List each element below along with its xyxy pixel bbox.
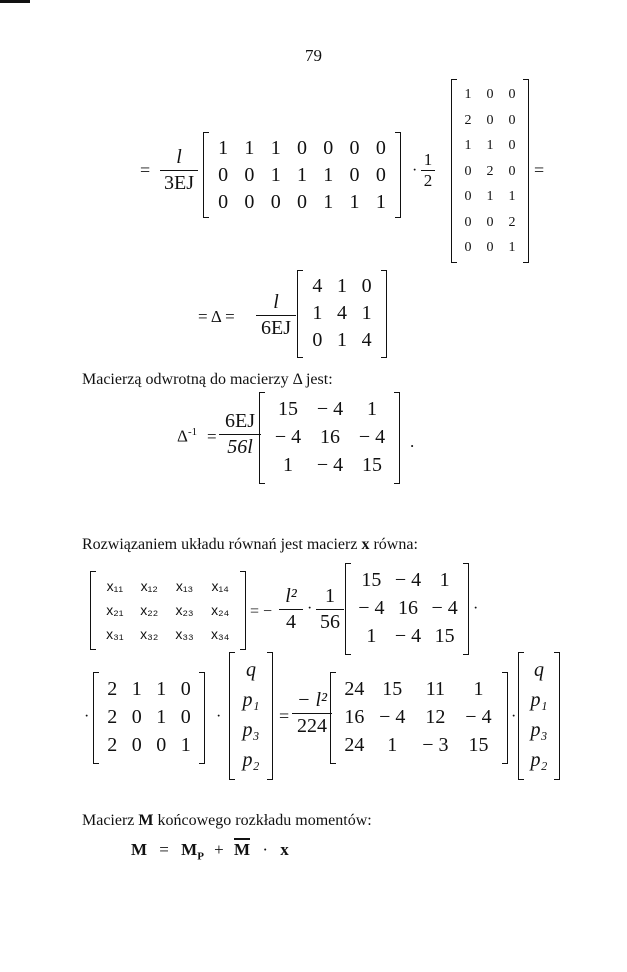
eq5-matrix-row [100,675,198,703]
eq1-matrix-b-row [457,184,523,210]
eq3-matrix-cell: − 4 [358,426,386,448]
bracket-left [518,652,524,780]
x-matrix-cell: x₃₁ [106,626,124,642]
eq5-matrix-cell: 1 [156,678,167,700]
eq3-matrix-cell: 1 [367,398,377,420]
eq5-matrix-cell: 0 [180,706,191,728]
eq5-vector-1-row [237,655,265,685]
eq1-matrix-a-cell: 0 [218,191,229,213]
eq5-vector-2-cell: p₃ [530,719,548,741]
eq1-matrix-a-cell: 0 [349,164,360,186]
eq3-matrix [259,392,400,484]
eq5-vector-1-row [237,745,265,775]
eq6-dot: · [262,840,268,859]
eq5-matrix-2-cell: 16 [344,706,365,728]
eq5-matrix-2-cell: 12 [425,706,446,728]
text-inverse-intro: Macierzą odwrotną do macierzy Δ jest: [82,371,333,388]
eq2-matrix-cell: 4 [361,329,372,351]
eq4-matrix-table [353,566,463,650]
eq3-matrix-row [267,423,393,451]
eq6-MP [181,840,204,863]
eq3-matrix-cell: 15 [362,454,382,476]
half-den: 2 [423,171,433,190]
x-matrix-body [98,574,238,646]
eq3-matrix-cell: − 4 [316,398,344,420]
eq4-dot: · [307,600,313,617]
eq1-matrix-b-cell: 1 [486,189,494,204]
eq1-matrix-a-cell: 1 [323,191,334,213]
eq3-matrix-cell: − 4 [274,426,302,448]
eq1-matrix-b-cell: 2 [486,163,494,179]
eq4-frac2-num: 1 [325,585,335,607]
eq1-matrix-b-cell: 0 [464,240,472,255]
eq1-matrix-b-row [457,210,523,236]
eq1-matrix-a-cell: 0 [244,191,255,213]
eq3-period: . [410,432,415,451]
eq5-matrix-row [100,703,198,731]
eq5-matrix-2-cell: − 3 [422,734,449,756]
eq5-vector-2-cell: p₂ [530,749,548,771]
bracket-left [93,672,99,764]
eq5-matrix-table [100,675,198,759]
eq2-matrix-cell: 1 [312,302,323,324]
eq1-matrix-b-table [457,82,523,261]
eq3-matrix-cell: 1 [283,454,293,476]
eq5-matrix-cell: 1 [180,734,191,756]
eq1-matrix-a-cell: 0 [375,164,386,186]
eq1-matrix-a-row [210,189,394,216]
text-part: końcowego rozkładu momentów: [153,812,372,829]
eq4-frac1-bar [279,609,303,610]
eq5-matrix [93,672,205,764]
eq1-matrix-b-cell: 1 [464,87,472,102]
eq4-frac1-num: l² [285,585,297,607]
eq3-matrix-cell: − 4 [316,454,344,476]
eq1-frac-num: l [176,146,182,168]
bracket-left [203,132,209,218]
eq5-matrix-cell: 0 [156,734,167,756]
bracket-right [523,79,529,263]
eq4-matrix-row [353,566,463,594]
eq5-vector-1-row [237,715,265,745]
bracket-left [345,563,351,655]
eq1-matrix-b-row [457,235,523,261]
eq1-frac-bar [160,170,198,171]
eq1-matrix-a-cell: 1 [218,137,229,159]
eq3-matrix-cell: 15 [278,398,298,420]
eq6-MP-sub: P [197,850,204,863]
eq5-vector-2-row [525,685,553,715]
eq1-matrix-b-cell: 1 [464,138,472,153]
eq6-x: x [280,840,289,859]
eq1-matrix-a-cell: 0 [296,191,307,213]
eq5-matrix-2-cell: 11 [425,678,445,700]
x-matrix-row [98,598,238,622]
eq1-matrix-b-body [457,82,523,261]
eq2-matrix-cell: 1 [336,329,347,351]
eq2-matrix-cell: 0 [312,329,323,351]
eq1-matrix-b-cell: 0 [508,112,516,128]
bracket-right [502,672,508,764]
eq1-frac-den: 3EJ [164,172,194,194]
eq5-vector-1-cell: p₁ [242,689,260,711]
eq5-vector-2 [518,652,560,780]
eq4-matrix-cell: 16 [397,597,418,619]
eq5-vector-1-cell: q [246,659,256,681]
eq5-matrix-2-cell: − 4 [379,706,406,728]
eq1-matrix-b-row [457,82,523,108]
x-matrix-row [98,622,238,646]
eq4-matrix-cell: − 4 [394,625,422,647]
eq6-M-bar: M [234,840,251,859]
eq1-matrix-a-cell: 0 [244,164,255,186]
eq2-lhs: = Δ = [198,307,235,326]
eq5-vector-2-row [525,715,553,745]
eq4-matrix-cell: − 4 [358,597,385,619]
eq5-vector-2-table [525,655,553,775]
eq3-matrix-table [267,395,393,479]
bracket-left [330,672,336,764]
eq5-matrix-2-row [338,675,500,703]
eq1-matrix-a-cell: 0 [296,137,307,159]
eq5-frac-den: 224 [297,715,327,737]
eq4-matrix-cell: 15 [434,625,455,647]
top-left-corner-mark [0,0,30,3]
eq1-matrix-b-cell: 0 [486,87,494,102]
eq3-inverse-exponent: -1 [187,426,198,438]
eq5-matrix-2-cell: 24 [344,678,365,700]
eq1-matrix-b-row [457,108,523,134]
eq4-fraction-1-56 [316,585,344,634]
bracket-right [381,270,387,358]
eq5-matrix-2-row [338,703,500,731]
bracket-right [394,392,400,484]
eq5-matrix-cell: 2 [107,734,118,756]
x-matrix-cell: x₁₃ [175,578,194,594]
eq4-matrix-cell: 1 [439,569,450,591]
eq1-matrix-a-cell: 0 [270,191,281,213]
x-matrix-cell: x₁₂ [140,578,158,594]
eq6-MP-main: M [181,840,198,859]
eq1-matrix-a-cell: 1 [349,191,360,213]
eq1-matrix-b-cell: 1 [508,189,516,204]
eq3-fraction [219,410,261,459]
eq1-matrix-b-cell: 0 [508,163,516,179]
x-matrix-row [98,574,238,598]
bracket-right [463,563,469,655]
eq1-equals: = [534,160,545,180]
eq4-matrix-cell: − 4 [431,597,458,619]
eq4-trailing-dot: · [473,600,479,617]
eq5-matrix-2-table [338,675,500,759]
eq1-matrix-a-cell: 1 [244,137,255,159]
eq4-frac2-bar [316,609,344,610]
eq5-vector-2-cell: q [534,659,544,681]
eq6-plus: + [214,840,224,859]
eq2-matrix-cell: 4 [312,275,323,297]
eq1-matrix-a-table [210,135,394,216]
eq5-matrix-cell: 0 [131,706,142,728]
eq1-dot: · [412,162,418,179]
eq5-matrix-2-row [338,731,500,759]
eq1-leading-equals: = [140,160,151,180]
eq1-matrix-a-cell: 0 [218,164,229,186]
eq2-matrix-body [305,273,379,354]
x-matrix-cell: x₂₄ [211,602,230,618]
bracket-right [554,652,560,780]
eq5-vector-2-body [525,655,553,775]
eq1-fraction [160,146,198,195]
eq3-frac-den: 56l [227,436,253,458]
eq5-matrix-cell: 2 [107,706,118,728]
eq6-equals: = [159,840,169,859]
eq5-matrix-cell: 0 [180,678,191,700]
eq1-matrix-a-body [210,135,394,216]
eq1-matrix-b-cell: 1 [508,240,516,255]
x-matrix-table [98,574,238,646]
eq5-vector-1-row [237,685,265,715]
eq4-matrix [345,563,469,655]
bracket-left [229,652,235,780]
eq5-matrix-row [100,731,198,759]
eq1-matrix-b-row [457,133,523,159]
eq5-fraction [292,689,332,738]
eq5-vector-1-body [237,655,265,775]
eq5-matrix-cell: 1 [131,678,142,700]
eq5-matrix-cell: 2 [107,678,118,700]
eq5-equals: = [279,706,290,726]
eq1-matrix-b-cell: 0 [508,138,516,153]
eq5-matrix-2-cell: 1 [473,678,484,700]
x-matrix-cell: x₁₁ [106,578,124,594]
eq1-matrix-b-cell: 2 [464,112,472,128]
eq1-matrix-a [203,132,401,218]
eq5-dot: · [216,708,222,725]
x-matrix [90,571,246,650]
equation-6 [131,840,289,862]
eq4-fraction-l2-4 [279,585,303,634]
eq5-matrix-2 [330,672,508,764]
eq1-matrix-a-cell: 1 [270,137,281,159]
eq2-matrix-row [305,273,379,300]
eq4-matrix-body [353,566,463,650]
text-part: Rozwiązaniem układu równań jest macierz [82,536,362,553]
eq2-frac-num: l [273,291,279,313]
eq3-equals: = [207,427,217,446]
eq1-matrix-b-cell: 0 [464,163,472,179]
eq2-matrix-cell: 4 [336,302,347,324]
eq3-frac-num: 6EJ [225,410,255,432]
eq1-matrix-b-cell: 0 [486,214,494,230]
eq1-matrix-b-cell: 0 [508,87,516,102]
eq5-matrix-cell: 1 [156,706,167,728]
eq2-matrix-row [305,300,379,327]
x-matrix-cell: x₂₃ [175,602,194,618]
x-matrix-cell: x₃₄ [210,626,230,642]
x-matrix-cell: x₂₁ [106,602,124,618]
eq2-matrix-cell: 1 [336,275,347,297]
eq2-matrix-cell: 1 [361,302,372,324]
eq5-frac-num: − l² [296,689,328,711]
eq5-vector-2-row [525,745,553,775]
eq5-vector-1 [229,652,273,780]
eq1-matrix-a-row [210,162,394,189]
eq5-frac-bar [292,713,332,714]
eq6-M: M [131,840,148,859]
eq5-matrix-2-cell: − 4 [465,706,492,728]
x-matrix-cell: x₃₃ [175,626,194,642]
eq5-matrix-2-cell: 24 [344,734,365,756]
page-number: 79 [305,46,322,65]
text-solution-intro [82,536,418,554]
eq2-matrix-table [305,273,379,354]
eq4-equals-minus: = − [250,603,273,620]
eq5-matrix-2-cell: 1 [387,734,398,756]
eq4-matrix-cell: 15 [361,569,382,591]
eq5-vector-1-cell: p₃ [242,719,260,741]
eq2-matrix [297,270,387,358]
eq3-frac-bar [219,434,261,435]
eq5-matrix-2-body [338,675,500,759]
eq1-matrix-a-cell: 0 [375,137,386,159]
x-matrix-cell: x₂₂ [140,602,159,618]
bracket-left [90,571,96,650]
eq1-matrix-b [451,79,529,263]
eq5-matrix-2-cell: 15 [468,734,489,756]
bracket-left [297,270,303,358]
eq5-matrix-cell: 0 [131,734,142,756]
eq5-vector-1-cell: p₂ [242,749,260,771]
eq1-matrix-b-row [457,159,523,185]
x-matrix-cell: x₁₄ [211,578,229,594]
eq1-matrix-a-cell: 1 [375,191,386,213]
eq3-matrix-cell: 16 [320,426,340,448]
eq1-matrix-a-cell: 1 [323,164,334,186]
eq2-matrix-cell: 0 [361,275,372,297]
eq1-matrix-b-cell: 0 [486,112,494,128]
eq2-matrix-row [305,327,379,354]
bracket-right [240,571,246,650]
eq1-matrix-a-cell: 1 [270,164,281,186]
eq1-matrix-a-row [210,135,394,162]
eq1-matrix-b-cell: 2 [508,214,516,230]
text-part: równa: [369,536,418,553]
eq2-frac-bar [256,315,296,316]
bracket-right [395,132,401,218]
eq1-matrix-a-cell: 1 [296,164,307,186]
eq2-fraction [256,291,296,340]
eq4-frac2-den: 56 [320,611,340,633]
bracket-right [267,652,273,780]
eq5-vector-2-cell: p₁ [530,689,548,711]
eq4-matrix-cell: 1 [366,625,377,647]
text-part: Macierz [82,812,139,829]
vector-x-label: x [361,536,370,553]
eq5-matrix-body [100,675,198,759]
eq5-dot-2: · [511,708,517,725]
eq2-frac-den: 6EJ [261,317,291,339]
bracket-right [199,672,205,764]
eq3-lhs [177,426,197,447]
eq3-matrix-row [267,451,393,479]
bracket-left [259,392,265,484]
eq5-vector-2-row [525,655,553,685]
eq4-matrix-row [353,594,463,622]
eq1-half [421,151,435,190]
eq1-matrix-b-cell: 0 [464,214,472,230]
x-matrix-cell: x₃₂ [140,626,159,642]
eq5-vector-1-table [237,655,265,775]
eq1-matrix-b-cell: 1 [486,138,494,153]
eq5-leading-dot: · [84,708,90,725]
eq1-matrix-a-cell: 0 [349,137,360,159]
eq3-delta: Δ [177,426,188,446]
eq1-matrix-b-cell: 0 [486,240,494,255]
eq4-matrix-row [353,622,463,650]
eq5-matrix-2-cell: 15 [382,678,403,700]
eq3-matrix-body [267,395,393,479]
eq4-matrix-cell: − 4 [394,569,422,591]
text-moment-matrix-intro [82,812,372,830]
eq3-matrix-row [267,395,393,423]
half-num: 1 [423,150,433,169]
matrix-M-label: M [138,812,154,829]
eq1-matrix-b-cell: 0 [464,189,472,204]
eq1-matrix-a-cell: 0 [323,137,334,159]
eq4-frac1-den: 4 [286,611,296,633]
